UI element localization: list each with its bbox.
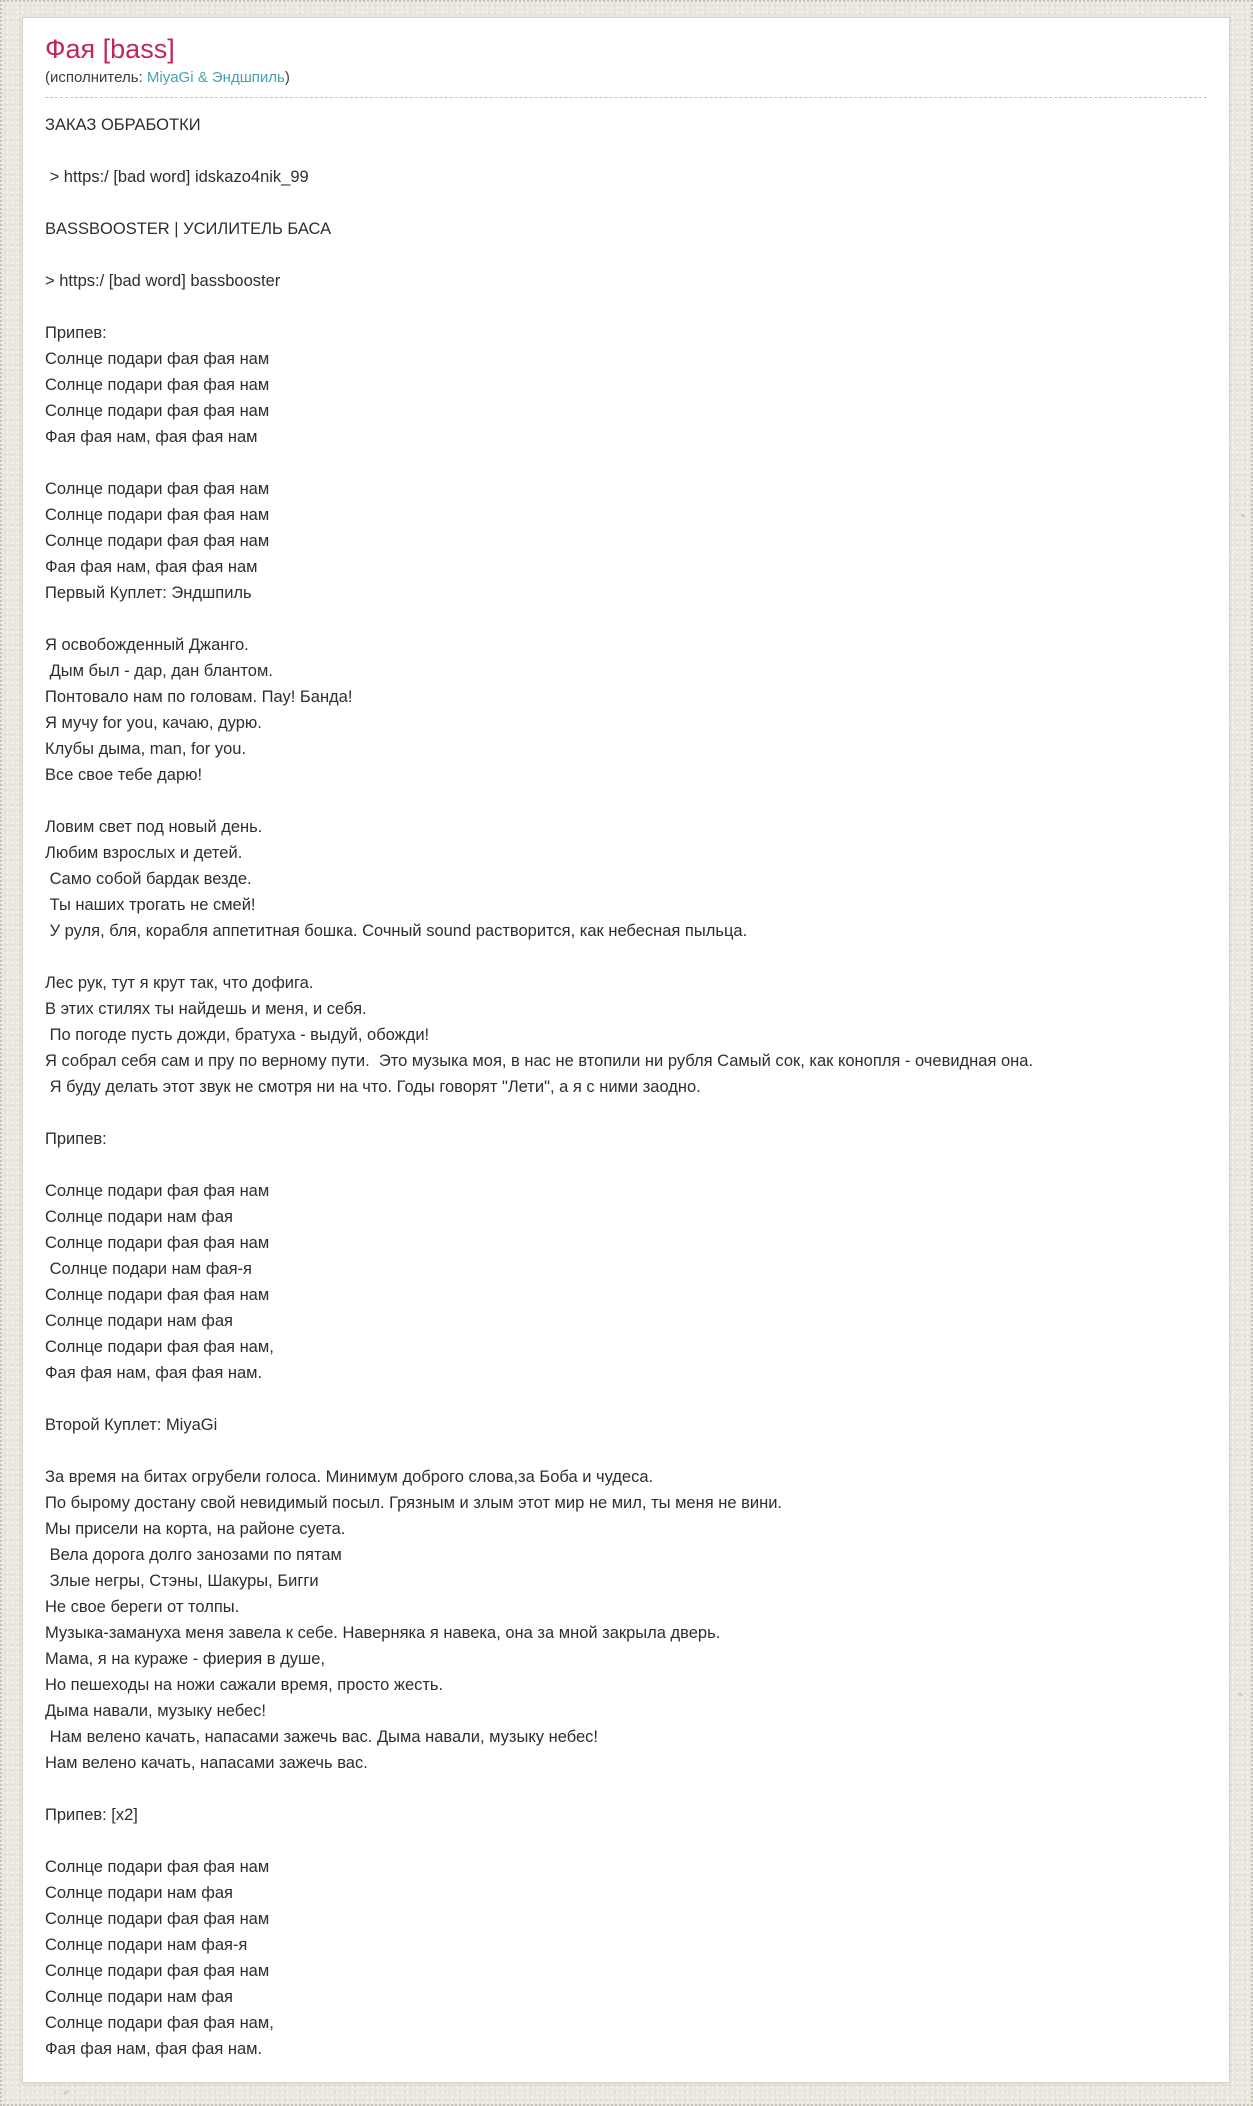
lyric-line: Мама, я на кураже - фиерия в душе, xyxy=(45,1650,325,1668)
lyric-line: Солнце подари нам фая-я xyxy=(45,1936,248,1954)
lyric-line: Злые негры, Стэны, Шакуры, Бигги xyxy=(45,1572,319,1590)
lyric-line: Я освобожденный Джанго. xyxy=(45,636,249,654)
lyric-line: В этих стилях ты найдешь и меня, и себя. xyxy=(45,1000,367,1018)
lyric-line-blank xyxy=(45,1828,1207,1854)
lyric-line: Солнце подари фая фая нам xyxy=(45,1910,270,1928)
lyric-line-blank xyxy=(45,138,1207,164)
lyric-line-blank xyxy=(45,242,1207,268)
lyric-line-blank xyxy=(45,1386,1207,1412)
lyric-line: Припев: xyxy=(45,324,107,342)
artist-line xyxy=(45,68,1207,98)
lyric-line: Солнце подари нам фая xyxy=(45,1312,233,1330)
lyric-line: Солнце подари фая фая нам xyxy=(45,402,270,420)
lyric-line: Все свое тебе дарю! xyxy=(45,766,203,784)
lyric-line: Лес рук, тут я крут так, что дофига. xyxy=(45,974,314,992)
lyric-line: Второй Куплет: MiyaGi xyxy=(45,1416,218,1434)
lyric-line: Фая фая нам, фая фая нам. xyxy=(45,2040,263,2058)
lyric-line: > https:/ [bad word] idskazo4nik_99 xyxy=(45,168,309,186)
lyric-line: Не свое береги от толпы. xyxy=(45,1598,240,1616)
lyric-line: Вела дорога долго занозами по пятам xyxy=(45,1546,342,1564)
lyric-line: Я мучу for you, качаю, дурю. xyxy=(45,714,262,732)
lyric-line: Первый Куплет: Эндшпиль xyxy=(45,584,252,602)
lyric-line: Солнце подари фая фая нам xyxy=(45,350,270,368)
lyric-line: Клубы дыма, man, for you. xyxy=(45,740,247,758)
lyric-line: Солнце подари фая фая нам xyxy=(45,480,270,498)
lyric-line: Я буду делать этот звук не смотря ни на что. Годы говорят "Лети", а я с ними заодно. xyxy=(45,1078,701,1096)
lyric-line: Припев: [x2] xyxy=(45,1806,138,1824)
lyric-line-blank xyxy=(45,1438,1207,1464)
lyric-line-blank xyxy=(45,1152,1207,1178)
lyric-line-blank xyxy=(45,944,1207,970)
lyric-line: Фая фая нам, фая фая нам. xyxy=(45,1364,263,1382)
lyric-line: BASSBOOSTER | УСИЛИТЕЛЬ БАСА xyxy=(45,220,332,238)
lyric-line: Музыка-замануха меня завела к себе. Наверняка я навека, она за мной закрыла дверь. xyxy=(45,1624,721,1642)
texture-speck xyxy=(1238,1692,1244,1698)
artist-link[interactable]: MiyaGi & Эндшпиль xyxy=(146,69,285,86)
lyric-line: Нам велено качать, напасами зажечь вас. Дыма навали, музыку небес! xyxy=(45,1728,598,1746)
lyric-line: Солнце подари фая фая нам xyxy=(45,1182,270,1200)
lyric-line: Фая фая нам, фая фая нам xyxy=(45,428,258,446)
lyric-line: Солнце подари фая фая нам xyxy=(45,1286,270,1304)
lyric-line: Солнце подари фая фая нам xyxy=(45,506,270,524)
song-title: Фая [bass] xyxy=(45,34,175,64)
lyric-line: Фая фая нам, фая фая нам xyxy=(45,558,258,576)
lyric-line-blank xyxy=(45,788,1207,814)
lyrics-card xyxy=(22,17,1230,2083)
lyrics-text xyxy=(45,112,1207,2062)
lyric-line: Солнце подари нам фая xyxy=(45,1208,233,1226)
lyric-line: Солнце подари фая фая нам xyxy=(45,1234,270,1252)
lyric-line-blank xyxy=(45,606,1207,632)
lyric-line: Понтовало нам по головам. Пау! Банда! xyxy=(45,688,353,706)
lyric-line: Солнце подари фая фая нам, xyxy=(45,2014,274,2032)
lyric-line: Само собой бардак везде. xyxy=(45,870,252,888)
lyric-line-blank xyxy=(45,1100,1207,1126)
lyric-line-blank xyxy=(45,450,1207,476)
artist-label: (исполнитель: xyxy=(45,69,143,86)
lyric-line: Солнце подари фая фая нам xyxy=(45,1858,270,1876)
lyric-line-blank xyxy=(45,294,1207,320)
lyric-line: Солнце подари нам фая xyxy=(45,1988,233,2006)
lyric-line: Любим взрослых и детей. xyxy=(45,844,243,862)
lyric-line: По бырому достану свой невидимый посыл. Грязным и злым этот мир не мил, ты меня не вини. xyxy=(45,1494,782,1512)
texture-speck xyxy=(63,2090,70,2096)
lyric-line: Но пешеходы на ножи сажали время, просто жесть. xyxy=(45,1676,444,1694)
texture-speck xyxy=(1241,513,1246,518)
lyric-line: Солнце подари фая фая нам xyxy=(45,532,270,550)
artist-suffix: ) xyxy=(284,69,290,86)
lyric-line: Ловим свет под новый день. xyxy=(45,818,263,836)
lyric-line: Нам велено качать, напасами зажечь вас. xyxy=(45,1754,368,1772)
lyric-line: Солнце подари нам фая xyxy=(45,1884,233,1902)
lyric-line: Солнце подари фая фая нам xyxy=(45,376,270,394)
lyric-line: У руля, бля, корабля аппетитная бошка. Сочный sound растворится, как небесная пыльца. xyxy=(45,922,748,940)
lyric-line: Солнце подари нам фая-я xyxy=(45,1260,252,1278)
lyric-line-blank xyxy=(45,1776,1207,1802)
lyric-line: Я собрал себя сам и пру по верному пути. Это музыка моя, в нас не втопили ни рубля Самый сок, как конопля - очевидная она. xyxy=(45,1052,1034,1070)
lyric-line: > https:/ [bad word] bassbooster xyxy=(45,272,281,290)
lyric-line: Солнце подари фая фая нам xyxy=(45,1962,270,1980)
lyric-line: Припев: xyxy=(45,1130,107,1148)
lyric-line: ЗАКАЗ ОБРАБОТКИ xyxy=(45,116,201,134)
lyric-line: Солнце подари фая фая нам, xyxy=(45,1338,274,1356)
lyric-line: Ты наших трогать не смей! xyxy=(45,896,256,914)
lyric-line: Мы присели на корта, на районе суета. xyxy=(45,1520,346,1538)
lyric-line: Дым был - дар, дан блантом. xyxy=(45,662,273,680)
lyric-line-blank xyxy=(45,190,1207,216)
lyric-line: По погоде пусть дожди, братуха - выдуй, обожди! xyxy=(45,1026,430,1044)
lyric-line: Дыма навали, музыку небес! xyxy=(45,1702,267,1720)
lyric-line: За время на битах огрубели голоса. Минимум доброго слова,за Боба и чудеса. xyxy=(45,1468,654,1486)
